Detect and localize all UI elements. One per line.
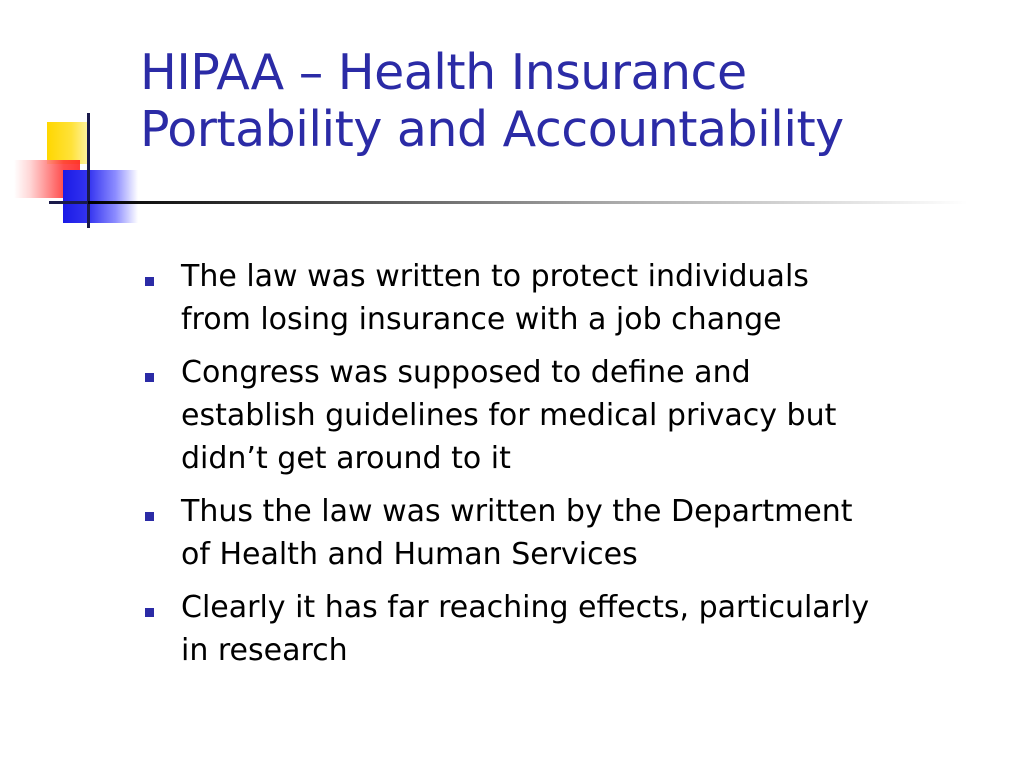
square-bullet-icon xyxy=(145,373,154,382)
blue-square-decoration xyxy=(63,170,138,223)
bullet-line: from losing insurance with a job change xyxy=(181,302,782,337)
bullet-text xyxy=(181,490,995,576)
bullet-list xyxy=(145,255,995,682)
bullet-line: The law was written to protect individuals xyxy=(181,259,809,294)
title-underline xyxy=(88,201,968,204)
bullet-item xyxy=(145,255,995,341)
bullet-line: of Health and Human Services xyxy=(181,537,638,572)
square-bullet-icon xyxy=(145,512,154,521)
bullet-line: Thus the law was written by the Department xyxy=(181,494,853,529)
bullet-line: establish guidelines for medical privacy but xyxy=(181,398,837,433)
bullet-item xyxy=(145,490,995,576)
bullet-text xyxy=(181,351,995,480)
slide-title-line-2: Portability and Accountability xyxy=(140,101,844,158)
bullet-line: Clearly it has far reaching effects, particularly xyxy=(181,590,870,625)
bullet-item xyxy=(145,586,995,672)
bullet-line: Congress was supposed to define and xyxy=(181,355,751,390)
corner-squares-decoration xyxy=(0,0,160,240)
bullet-line: didn’t get around to it xyxy=(181,441,511,476)
square-bullet-icon xyxy=(145,608,154,617)
bullet-line: in research xyxy=(181,633,348,668)
square-bullet-icon xyxy=(145,277,154,286)
bullet-text xyxy=(181,255,995,341)
slide-title xyxy=(140,44,1000,158)
bullet-item xyxy=(145,351,995,480)
bullet-text xyxy=(181,586,995,672)
slide-title-line-1: HIPAA – Health Insurance xyxy=(140,44,747,101)
vertical-line-decoration xyxy=(87,113,90,228)
yellow-square-decoration xyxy=(47,122,88,164)
